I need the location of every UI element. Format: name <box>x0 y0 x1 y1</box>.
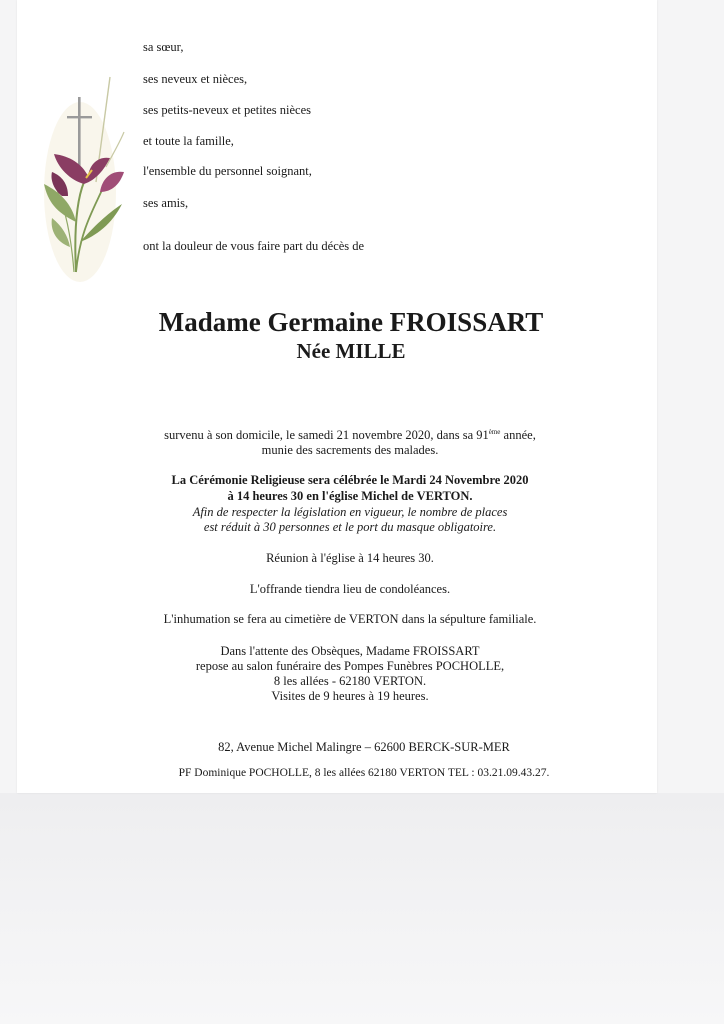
ceremony-note-2: est réduit à 30 personnes et le port du masque obligatoire. <box>203 520 497 534</box>
announcement-line: ont la douleur de vous faire part du décès de <box>143 239 365 253</box>
family-line-sister: sa sœur, <box>143 40 184 54</box>
deceased-name: Madame Germaine FROISSART <box>158 307 544 337</box>
salon-line-1: Dans l'attente des Obsèques, Madame FROISSART <box>220 644 480 658</box>
burial-line: L'inhumation se fera au cimetière de VERTON dans la sépulture familiale. <box>163 612 537 626</box>
ceremony-line-1: La Cérémonie Religieuse sera célébrée le Mardi 24 Novembre 2020 <box>171 473 529 487</box>
death-line-1: survenu à son domicile, le samedi 21 novembre 2020, dans sa 91ème année, <box>164 427 536 442</box>
family-line-family: et toute la famille, <box>143 134 234 148</box>
family-line-nephews: ses neveux et nièces, <box>143 72 248 86</box>
salon-line-3: 8 les allées - 62180 VERTON. <box>273 674 427 688</box>
salon-line-4: Visites de 9 heures à 19 heures. <box>271 689 429 703</box>
maiden-name: Née MILLE <box>296 339 406 363</box>
address-line: 82, Avenue Michel Malingre – 62600 BERCK-SUR-MER <box>218 740 510 754</box>
ceremony-line-2: à 14 heures 30 en l'église Michel de VERTON. <box>227 489 473 503</box>
background-below-sheet <box>0 793 724 1024</box>
ceremony-note-1: Afin de respecter la législation en vigueur, le nombre de places <box>192 505 508 519</box>
reunion-line: Réunion à l'église à 14 heures 30. <box>266 551 434 565</box>
offering-line: L'offrande tiendra lieu de condoléances. <box>249 582 451 596</box>
calla-lily-flower-icon <box>40 72 136 284</box>
footer-contact: PF Dominique POCHOLLE, 8 les allées 62180 VERTON TEL : 03.21.09.43.27. <box>178 767 550 779</box>
salon-line-2: repose au salon funéraire des Pompes Funèbres POCHOLLE, <box>195 659 505 673</box>
death-line-2: munie des sacrements des malades. <box>261 443 439 457</box>
family-line-staff: l'ensemble du personnel soignant, <box>143 164 312 178</box>
family-line-grandnephews: ses petits-neveux et petites nièces <box>143 103 311 117</box>
family-line-friends: ses amis, <box>143 196 189 210</box>
